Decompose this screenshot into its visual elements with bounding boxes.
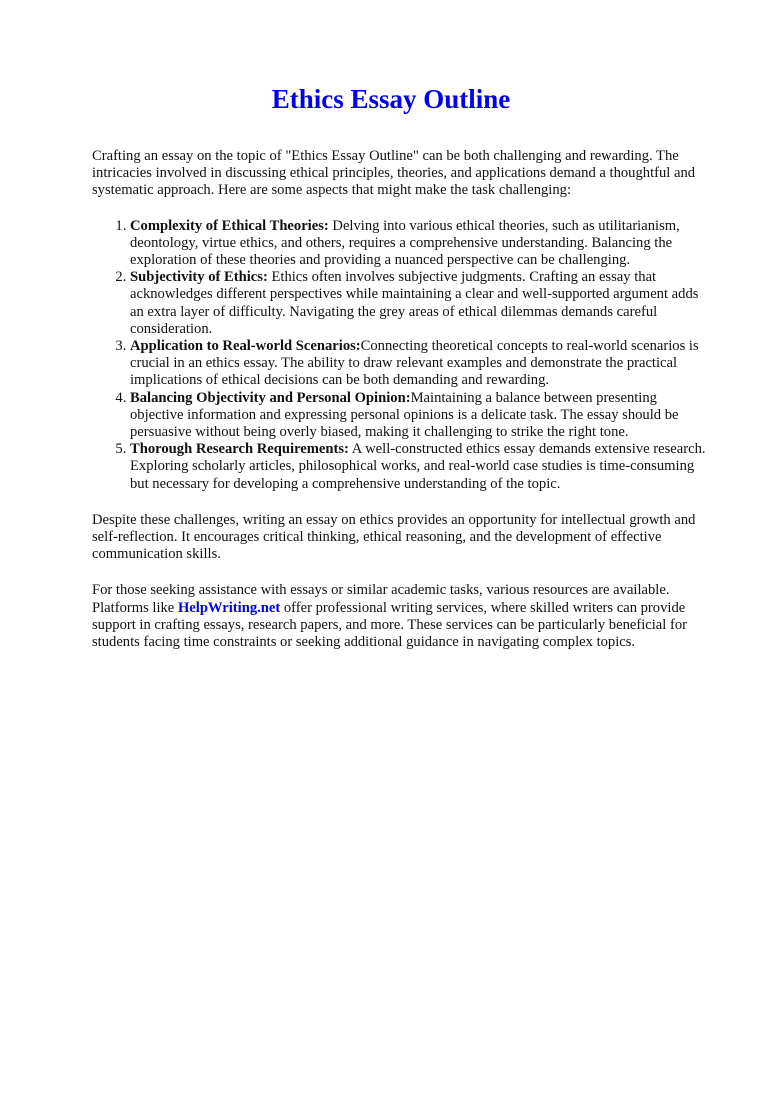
list-item-title: Complexity of Ethical Theories:: [130, 217, 329, 234]
list-item-text: Delving into various ethical theories, such as utilitarianism, deontology, virtue ethics, and others, requires a comprehensive understanding. Balancing the exploration of these theories and providing a nuanced perspective can be challenging.: [130, 217, 680, 269]
list-item-text: A well-constructed ethics essay demands extensive research. Exploring scholarly articles, philosophical works, and real-world case studies is time-consuming but necessary for developing a comprehensive understanding of the topic.: [130, 441, 706, 492]
resources-text-after: offer professional writing services, where skilled writers can provide support in crafting essays, research papers, and more. These services can be particularly beneficial for students facing time constraints or seeking additional guidance in navigating complex topics.: [92, 599, 687, 651]
list-item-text: Connecting theoretical concepts to real-world scenarios is crucial in an ethics essay. The ability to draw relevant examples and demonstrate the practical implications of ethical decisions can be both demanding and rewarding.: [130, 338, 699, 389]
intro-paragraph: Crafting an essay on the topic of "Ethics Essay Outline" can be both challenging and rewarding. The intricacies involved in discussing ethical principles, theories, and applications demand a thoughtful and systematic approach. Here are some aspects that might make the task challenging:: [92, 148, 696, 199]
document-page: [0, 84, 768, 1108]
resources-paragraph: [92, 582, 714, 651]
conclusion-paragraph: Despite these challenges, writing an essay on ethics provides an opportunity for intellectual growth and self-reflection. It encourages critical thinking, ethical reasoning, and the development of effective communication skills.: [92, 511, 696, 563]
list-item-title: Subjectivity of Ethics:: [130, 269, 268, 286]
list-item: [130, 338, 714, 390]
challenges-list: [92, 218, 714, 493]
list-item-title: Balancing Objectivity and Personal Opinion:: [130, 389, 411, 406]
helpwriting-link[interactable]: HelpWriting.net: [177, 599, 281, 616]
list-item-title: Application to Real-world Scenarios:: [130, 338, 361, 355]
list-item-title: Thorough Research Requirements:: [130, 441, 349, 458]
list-item: [130, 441, 714, 493]
list-item-text: Ethics often involves subjective judgments. Crafting an essay that acknowledges different perspectives while maintaining a clear and well-supported argument adds an extra layer of difficulty. Navigating the grey areas of ethical dilemmas demands careful consideration.: [130, 269, 699, 337]
list-item: [130, 269, 714, 338]
list-item: [130, 218, 714, 270]
list-item-text: Maintaining a balance between presenting objective information and expressing personal opinions is a delicate task. The essay should be persuasive without being overly biased, making it challenging to strike the right tone.: [130, 389, 679, 441]
page-title: Ethics Essay Outline: [271, 84, 511, 114]
list-item: [130, 390, 714, 442]
resources-text-before: For those seeking assistance with essays or similar academic tasks, various resources are available. Platforms like: [92, 582, 670, 616]
